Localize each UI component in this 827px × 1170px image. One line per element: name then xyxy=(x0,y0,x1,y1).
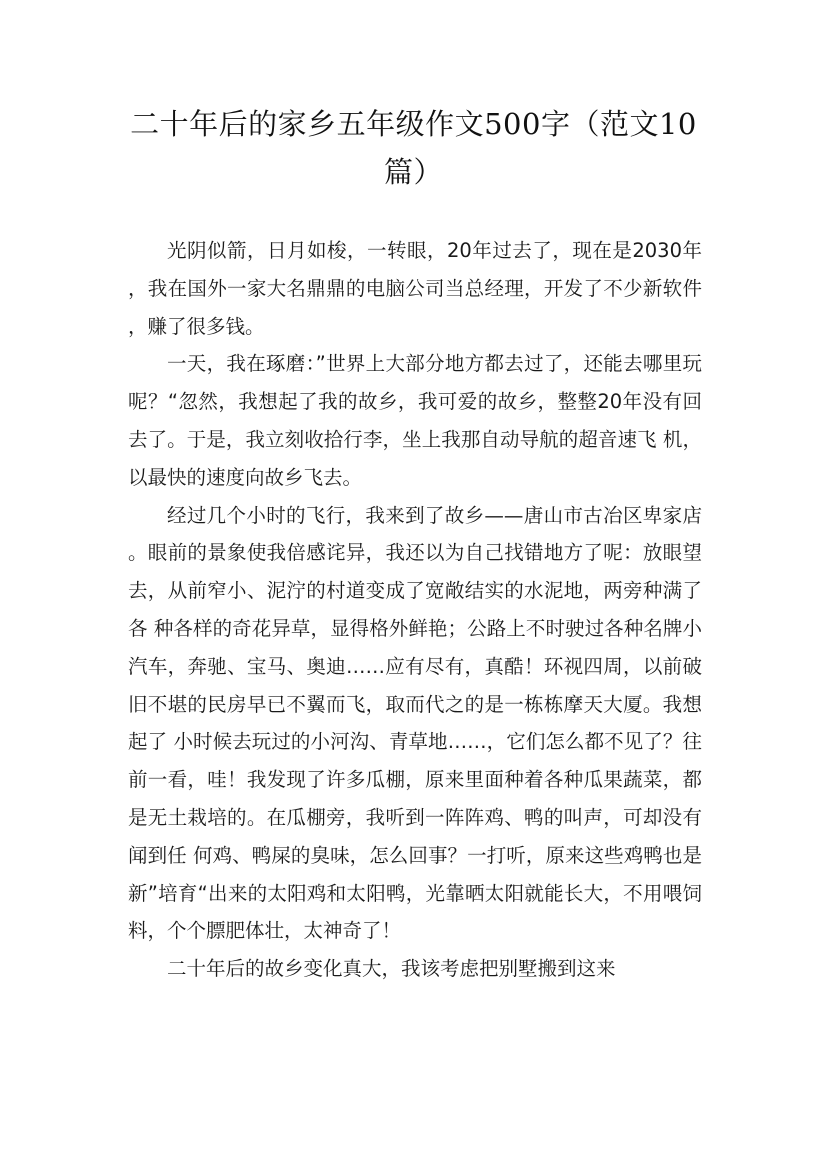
document-body xyxy=(128,232,702,988)
paragraph: 一天，我在琢磨：”世界上大部分地方都去过了，还能去哪里玩呢？“忽然，我想起了我的故乡，我可爱的故乡，整整20年没有回去了。于是，我立刻收拾行李，坐上我那自动导航的超音速飞 机，以最快的速度向故乡飞去。 xyxy=(128,352,702,489)
document-title: 二十年后的家乡五年级作文500字（范文10篇） xyxy=(130,107,697,189)
paragraph: 经过几个小时的飞行，我来到了故乡——唐山市古冶区卑家店。眼前的景象使我倍感诧异，我还以为自己找错地方了呢：放眼望去，从前窄小、泥泞的村道变成了宽敞结实的水泥地，两旁种满了各 种各样的奇花异草，显得格外鲜艳；公路上不时驶过各种名牌小汽车，奔驰、宝马、奥迪……应有尽有，真酷！环视四周，以前破旧不堪的民房早已不翼而飞，取而代之的是一栋栋摩天大厦。我想起了 小时候去玩过的小河沟、青草地……，它们怎么都不见了？往前一看，哇！我发现了许多瓜棚，原来里面种着各种瓜果蔬菜，都是无土栽培的。在瓜棚旁，我听到一阵阵鸡、鸭的叫声，可却没有闻到任 何鸡、鸭屎的臭味，怎么回事？一打听，原来这些鸡鸭也是新”培育“出来的太阳鸡和太阳鸭，光靠晒太阳就能长大，不用喂饲料，个个膘肥体壮，太神奇了！ xyxy=(128,503,702,943)
paragraph: 二十年后的故乡变化真大，我该考虑把别墅搬到这来 xyxy=(167,957,616,981)
paragraph: 光阴似箭，日月如梭，一转眼，20年过去了，现在是2030年，我在国外一家大名鼎鼎的电脑公司当总经理，开发了不少新软件，赚了很多钱。 xyxy=(128,239,702,338)
